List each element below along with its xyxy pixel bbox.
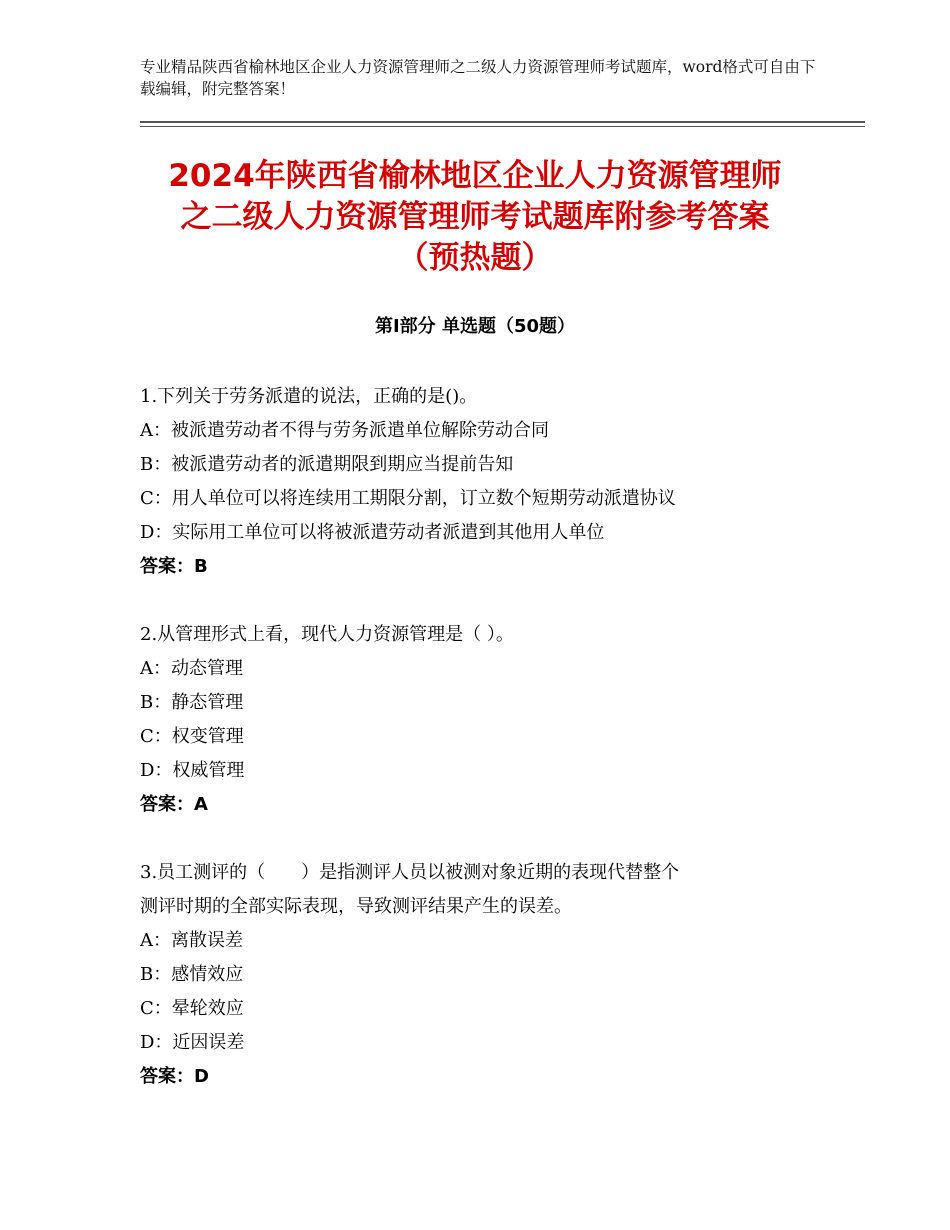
- option-a: A：动态管理: [140, 658, 243, 679]
- title-line-2: 之二级人力资源管理师考试题库附参考答案: [180, 199, 770, 235]
- section-heading: 第Ⅰ部分 单选题（50题）: [374, 316, 575, 337]
- option-a: A：离散误差: [140, 930, 243, 951]
- question-1: [140, 380, 840, 584]
- question-stem: 2.从管理形式上看，现代人力资源管理是（ ）。: [140, 624, 514, 645]
- header-note: 专业精品陕西省榆林地区企业人力资源管理师之二级人力资源管理师考试题库，word格式可自由下载编辑，附完整答案！: [140, 58, 816, 98]
- option-d: D：权威管理: [140, 760, 245, 781]
- answer-label: 答案：B: [140, 556, 208, 577]
- question-stem: 3.员工测评的（ ）是指测评人员以被测对象近期的表现代替整个: [140, 862, 680, 883]
- question-2: [140, 618, 840, 822]
- option-c: C：晕轮效应: [140, 998, 244, 1019]
- title-line-3: （预热题）: [397, 240, 553, 276]
- option-c: C：权变管理: [140, 726, 244, 747]
- option-b: B：感情效应: [140, 964, 244, 985]
- answer-label: 答案：A: [140, 794, 208, 815]
- header-divider-thin: [140, 126, 865, 127]
- option-a: A：被派遣劳动者不得与劳务派遣单位解除劳动合同: [140, 420, 549, 441]
- option-b: B：静态管理: [140, 692, 244, 713]
- question-stem: 1.下列关于劳务派遣的说法，正确的是()。: [140, 386, 478, 407]
- answer-label: 答案：D: [140, 1066, 209, 1087]
- option-d: D：近因误差: [140, 1032, 245, 1053]
- title-line-1: 2024年陕西省榆林地区企业人力资源管理师: [168, 158, 782, 194]
- option-d: D：实际用工单位可以将被派遣劳动者派遣到其他用人单位: [140, 522, 605, 543]
- question-stem-continued: 测评时期的全部实际表现，导致测评结果产生的误差。: [140, 896, 572, 917]
- option-b: B：被派遣劳动者的派遣期限到期应当提前告知: [140, 454, 514, 475]
- question-list: [140, 380, 840, 1128]
- option-c: C：用人单位可以将连续用工期限分割，订立数个短期劳动派遣协议: [140, 488, 676, 509]
- document-title: [100, 156, 850, 279]
- question-3: [140, 856, 840, 1094]
- header-divider-thick: [140, 121, 865, 123]
